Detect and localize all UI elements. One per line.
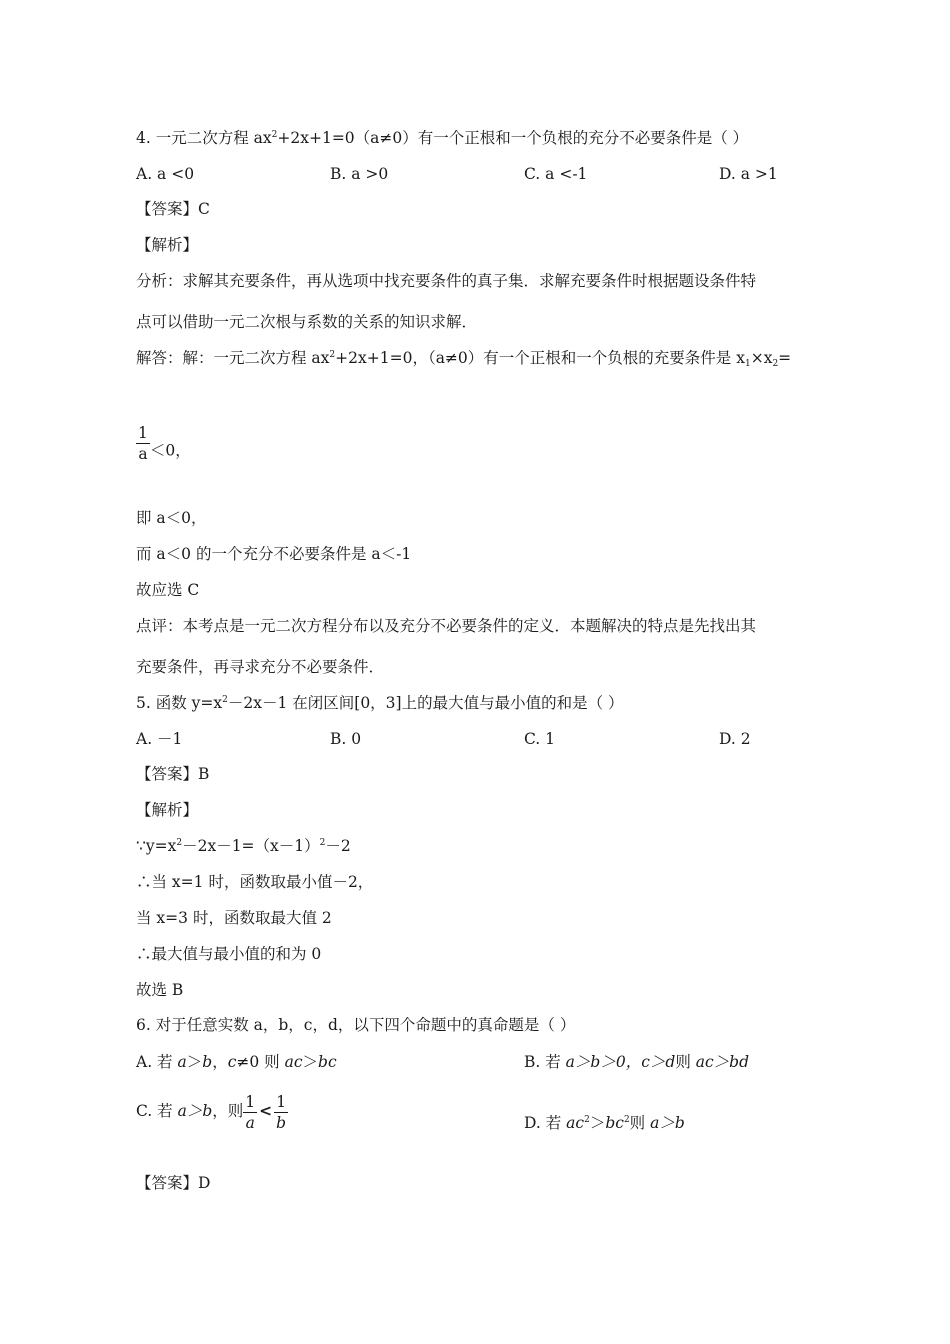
q4-comment-line-2: 充要条件，再寻求充分不必要条件． [136,658,385,676]
q6-option-b-math: a＞b＞0，c＞d [565,1053,676,1071]
q5-stem-suffix: －2x－1 在闭区间[0，3]上的最大值与最小值的和是（ ） [227,694,624,712]
q6-option-a-prefix: A. 若 [136,1053,178,1071]
q5-line-1 [136,836,351,856]
answer-label: 【答案】 [136,200,199,218]
q4-option-c: C. a <-1 [524,165,588,183]
q6-option-a-math-3: c [227,1053,237,1071]
q4-stem-exponent: 2 [271,130,278,140]
answer-value: B [198,765,210,783]
fraction-denominator [274,1112,288,1132]
q6-option-b-prefix: B. 若 [524,1053,566,1071]
q6-option-d-math-1: ac [566,1114,585,1132]
q6-option-a-math-2: b [202,1053,213,1071]
q5-option-d: D. 2 [719,730,751,748]
q5-stem-prefix: 5. 函数 y=x [136,694,223,712]
q6-option-d-math-2: bc [605,1114,624,1132]
q5-stem [136,693,624,713]
q6-option-d-exp-1: 2 [584,1115,590,1125]
q6-option-d-exp-2: 2 [623,1115,630,1125]
fraction-one-over-b [274,1093,288,1132]
q6-option-d-then: 则 [629,1114,651,1132]
answer-value: D [198,1174,211,1192]
q6-option-c [136,1091,288,1132]
q6-option-d-math-3: a＞b [650,1114,685,1132]
q5-line-1-exponent-2: 2 [319,838,326,848]
fraction-tail: ＜0， [149,441,191,460]
q4-answer [136,199,210,219]
q5-answer [136,764,209,784]
q4-comment-line-1: 点评：本考点是一元二次方程分布以及充分不必要条件的定义．本题解决的特点是先找出其 [136,617,757,635]
q4-option-b: B. a >0 [330,165,389,183]
fraction-denominator [243,1112,257,1132]
q6-stem: 6. 对于任意实数 a，b，c，d，以下四个命题中的真命题是（ ） [136,1016,576,1034]
q4-solution-prefix: 解答：解：一元二次方程 ax [136,349,330,367]
q6-option-b [524,1052,749,1072]
q4-solution-exponent: 2 [329,350,336,360]
q4-line-gu: 故应选 C [136,581,200,599]
q6-option-d-prefix: D. 若 [524,1114,567,1132]
q6-option-a-gt-1: ＞ [186,1053,203,1071]
q6-option-b-then: 则 [675,1053,696,1071]
fraction-numerator: 1 [276,1092,287,1111]
fraction-denominator-b: b [276,1113,287,1132]
q5-line-5: 故选 B [136,981,184,999]
q6-option-b-math-2: ac＞bd [695,1053,750,1071]
q4-line-ji: 即 a＜0， [136,509,207,527]
q6-option-a-math-1: a [177,1053,187,1071]
q6-option-a-ne: ≠0 则 [236,1053,285,1071]
q5-line-1-suffix: －2 [325,837,351,855]
q4-solution-times: ×x [750,349,773,367]
q5-stem-exponent: 2 [222,695,228,705]
q5-option-a: A. －1 [136,730,183,748]
fraction-numerator: 1 [138,424,148,442]
q6-option-d-gt: ＞ [589,1114,606,1132]
q6-option-c-prefix: C. 若 [136,1102,178,1120]
q4-solution-line [136,348,791,368]
fraction-one-over-a [243,1093,257,1132]
q5-option-b: B. 0 [330,730,362,748]
q4-option-a: A. a <0 [136,165,195,183]
q5-line-1-prefix: ∵y=x [136,837,177,855]
q6-option-c-then: ，则 [212,1102,244,1120]
q5-line-4: ∴最大值与最小值的和为 0 [136,945,322,963]
q6-option-a-gt-2: ＞ [302,1053,319,1071]
q4-analysis-line-1: 分析：求解其充要条件，再从选项中找充要条件的真子集．求解充要条件时根据题设条件特 [136,272,757,290]
q4-solution-sub-1: 1 [744,359,751,369]
q4-line-er: 而 a＜0 的一个充分不必要条件是 a＜-1 [136,545,412,563]
fraction-one-over-a [136,424,150,463]
q6-option-c-lt: < [259,1101,273,1120]
q4-analysis-label: 【解析】 [136,236,199,254]
q5-line-1-exponent: 2 [176,838,183,848]
q4-stem-prefix: 4. 一元二次方程 ax [136,129,272,147]
q6-option-a [136,1052,337,1072]
q6-answer [136,1173,210,1193]
q6-option-a-math-5: bc [318,1053,337,1071]
q4-solution-equals: = [778,349,792,367]
q4-solution-sub-2: 2 [772,359,779,369]
q4-fraction-line [136,424,191,463]
q5-line-2: ∴当 x=1 时，函数取最小值－2， [136,873,374,891]
q5-line-3: 当 x=3 时，函数取最大值 2 [136,909,332,927]
q4-stem [136,128,748,148]
q5-analysis-label: 【解析】 [136,801,199,819]
fraction-denominator: a [136,443,150,463]
q4-analysis-line-2: 点可以借助一元二次根与系数的关系的知识求解． [136,313,478,331]
q4-option-d: D. a >1 [719,165,778,183]
q6-option-a-math-4: ac [284,1053,303,1071]
answer-value: C [198,200,210,218]
q4-stem-suffix: +2x+1=0（a≠0）有一个正根和一个负根的充分不必要条件是（ ） [277,129,749,147]
q6-option-c-math: a＞b [177,1102,213,1120]
fraction-numerator: 1 [245,1092,256,1111]
q5-option-c: C. 1 [524,730,556,748]
q5-line-1-mid: －2x－1=（x－1） [182,837,320,855]
fraction-denominator-a: a [245,1113,255,1132]
answer-label: 【答案】 [136,1174,199,1192]
q6-option-d [524,1113,685,1133]
q6-option-a-sep: ， [212,1053,228,1071]
q4-solution-mid: +2x+1=0，（a≠0）有一个正根和一个负根的充要条件是 x [335,349,745,367]
answer-label: 【答案】 [136,765,199,783]
